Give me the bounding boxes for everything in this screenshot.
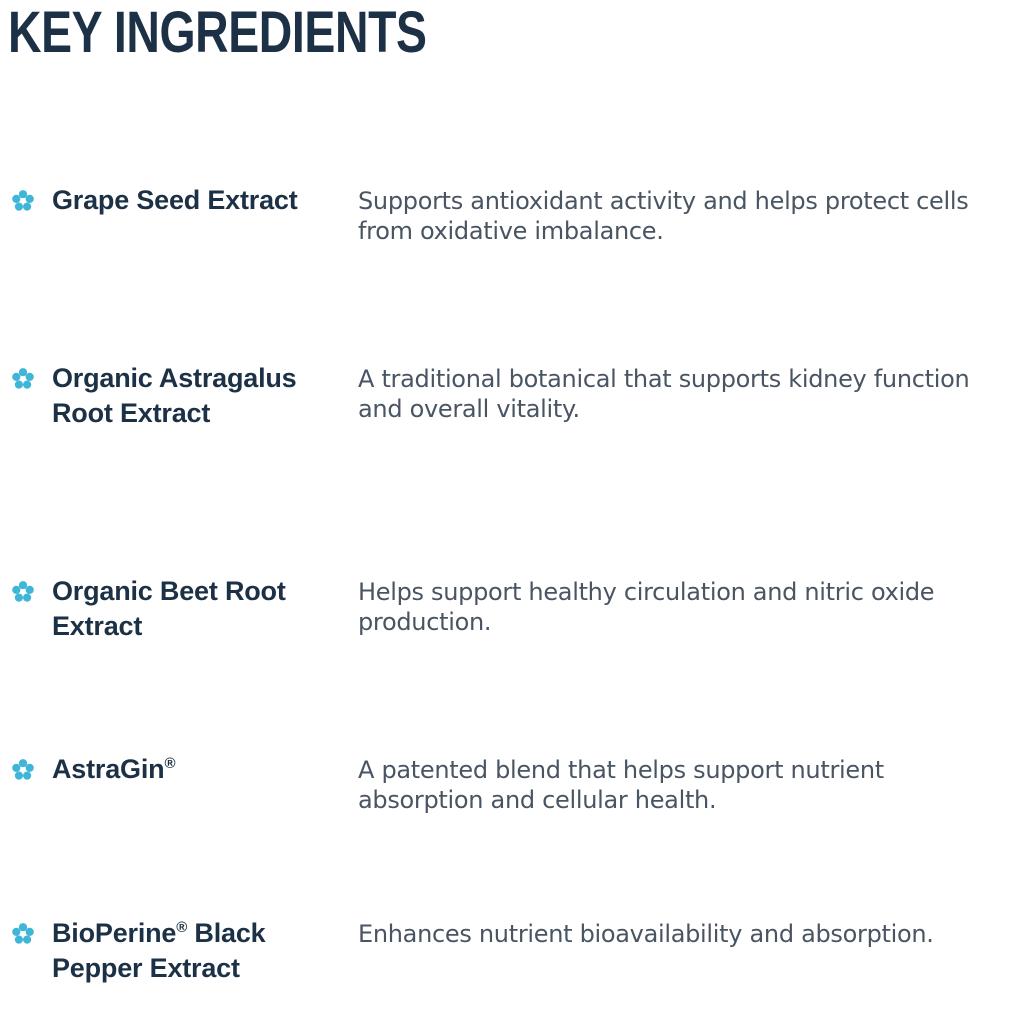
- ingredient-description-cell: [358, 916, 1024, 949]
- ingredient-name-cell: [0, 916, 358, 986]
- flower-bullet-icon: [12, 758, 34, 780]
- ingredient-description-cell: [358, 574, 1024, 637]
- ingredient-description: A patented blend that helps support nutrient absorption and cellular health.: [358, 756, 884, 814]
- page-title: KEY INGREDIENTS: [8, 0, 427, 65]
- ingredient-name-cell: [0, 183, 358, 218]
- registered-trademark-symbol: ®: [176, 919, 188, 936]
- ingredient-name-cell: [0, 361, 358, 431]
- ingredient-name: Grape Seed Extract: [52, 185, 298, 215]
- registered-trademark-symbol: ®: [164, 755, 176, 772]
- flower-bullet-icon: [12, 580, 34, 602]
- list-item: [0, 752, 1024, 916]
- flower-bullet-icon: [12, 189, 34, 211]
- ingredient-name: Organic Beet Root Extract: [52, 576, 286, 641]
- ingredient-name: BioPerine® Black Pepper Extract: [52, 918, 266, 983]
- ingredient-name-suffix: Black Pepper Extract: [52, 918, 266, 983]
- ingredient-description: A traditional botanical that supports kidney function and overall vitality.: [358, 365, 970, 423]
- ingredients-list: [0, 183, 1024, 1016]
- ingredient-name: AstraGin®: [52, 754, 176, 784]
- ingredient-description: Enhances nutrient bioavailability and absorption.: [358, 920, 934, 948]
- ingredient-name-cell: [0, 574, 358, 644]
- list-item: [0, 916, 1024, 1016]
- flower-bullet-icon: [12, 922, 34, 944]
- list-item: [0, 574, 1024, 752]
- ingredient-name-cell: [0, 752, 358, 787]
- ingredient-name: Organic Astragalus Root Extract: [52, 363, 297, 428]
- ingredient-description: Helps support healthy circulation and nitric oxide production.: [358, 578, 935, 636]
- list-item: [0, 361, 1024, 574]
- ingredient-description-cell: [358, 183, 1024, 246]
- flower-bullet-icon: [12, 367, 34, 389]
- ingredient-description-cell: [358, 752, 1024, 815]
- ingredient-description: Supports antioxidant activity and helps protect cells from oxidative imbalance.: [358, 187, 969, 245]
- list-item: [0, 183, 1024, 361]
- ingredient-description-cell: [358, 361, 1024, 424]
